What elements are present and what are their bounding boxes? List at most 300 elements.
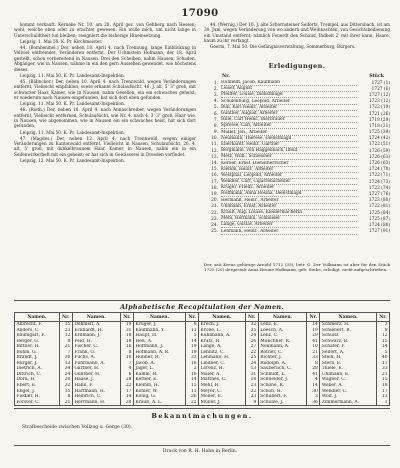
register-name: Dietrich, A.	[15, 366, 60, 372]
entry-row	[204, 86, 390, 92]
entry-row	[204, 173, 390, 179]
register-number: 21	[377, 372, 390, 378]
register-number: 6	[120, 372, 133, 378]
register-name: Schmerz, H.	[320, 322, 377, 328]
register-name: Engel, J.	[15, 389, 60, 395]
register-number: 12	[59, 333, 72, 339]
register-number: 35	[245, 328, 258, 334]
register-number: 22	[245, 389, 258, 395]
entry-reference: 1722 (71)	[368, 173, 390, 179]
register-name: Matthes, C.	[199, 377, 246, 383]
register-title: Alphabetische Recapitulation der Namen.	[119, 303, 285, 311]
register-name: Schön, H.	[258, 389, 307, 395]
register-name: Rother, C.	[258, 350, 307, 356]
register-name: Möller, E.	[199, 394, 246, 400]
register-name: Seifert, A.	[320, 350, 377, 356]
register-number: 28	[307, 366, 320, 372]
entry-name: Westphal, Leopold, Arbeiter	[221, 173, 357, 179]
register-name: Stein, H.	[320, 355, 377, 361]
register-name: Erdmann, J.	[72, 333, 120, 339]
register-number: 19	[186, 344, 199, 350]
entry-reference: 1725 (87)	[368, 216, 390, 222]
register-number: 23	[59, 328, 72, 334]
entry-reference: 1723 (12)	[368, 99, 390, 105]
register-number: 4	[120, 366, 133, 372]
register-number: 30	[59, 355, 72, 361]
register-name: Schneider, J.	[258, 377, 307, 383]
entry-row	[204, 167, 390, 173]
register-number: 13	[59, 361, 72, 367]
register-number: 21	[59, 400, 72, 406]
register-number: 14	[307, 322, 320, 328]
register-header: Nr.	[245, 313, 258, 322]
entry-number: 11.	[211, 142, 218, 148]
register-number: 17	[377, 389, 390, 395]
entry-number: 10.	[211, 136, 218, 142]
entry-row	[204, 185, 390, 191]
entry-number: 7.	[213, 117, 218, 123]
register-name: Fiedler, H.	[15, 394, 60, 400]
entry-number: 25.	[211, 229, 218, 235]
register-number: 28	[120, 377, 133, 383]
entry-row	[204, 92, 390, 98]
register-name: Hartmann, H.	[72, 389, 120, 395]
entry-number: 9.	[213, 130, 218, 136]
register-name: Anders, C.	[15, 328, 60, 334]
notice-paragraph: Leipzig, 11. Mai 50. K. Pr. Landesamt-Inspektion.	[20, 101, 126, 107]
register-number: 9	[245, 400, 258, 406]
entry-number: 13.	[211, 154, 218, 160]
register-name: Lindner, C.	[199, 361, 246, 367]
entry-reference: 1724 (73)	[368, 179, 390, 185]
notice-paragraph: Leipzig, 12. Mai 50. K. Pr. Landesamt-Inspektion.	[20, 157, 126, 163]
entry-name: Klemm, Heinr., Arbeiter	[221, 167, 357, 173]
entry-number: 15.	[211, 167, 218, 173]
register-number: 12	[377, 333, 390, 339]
register-number: 22	[245, 350, 258, 356]
register-name: Feld, H.	[72, 339, 120, 345]
register-name: Lenz, C.	[258, 333, 307, 339]
entry-reference: 1723 (80)	[368, 198, 390, 204]
announcements-text: Strafbescheide zwischen Vollzug u. Gerge (30).	[22, 425, 133, 430]
register-number: 36	[307, 400, 320, 406]
entries-list	[204, 74, 390, 235]
entry-reference: 1724 (42)	[368, 136, 390, 142]
register-name: Wendler, C.	[320, 389, 377, 395]
entry-name: Schulenburg, Leopold, Arbeiter	[221, 99, 357, 105]
entry-name: Hermann, Heinr., Arbeiter	[221, 198, 357, 204]
register-name: Hübner, H.	[133, 355, 185, 361]
register-number: 11	[186, 389, 199, 395]
entry-reference: 1725 (39)	[368, 130, 390, 136]
register-name: Hoffmann, J.	[133, 344, 185, 350]
entry-name: Uhlmann, Ernst, Arbeiter	[221, 204, 357, 210]
entry-row	[204, 130, 390, 136]
register-name: Dorn, H.	[15, 377, 60, 383]
entry-row	[204, 142, 390, 148]
register-name: Schöne, R.	[258, 383, 307, 389]
entry-reference: 1726 (59)	[368, 148, 390, 154]
register-number: 14	[377, 344, 390, 350]
entry-number: 2.	[213, 86, 218, 92]
register-name: Kerner, E.	[133, 377, 185, 383]
register-number: 33	[377, 366, 390, 372]
register-name: Dehmelt, A.	[72, 322, 120, 328]
register-number: 18	[186, 361, 199, 367]
register-number: 11	[377, 361, 390, 367]
entry-row	[204, 191, 390, 197]
register-number: 15	[59, 389, 72, 395]
register-name: Klemm, H.	[133, 383, 185, 389]
entry-number: 4.	[213, 99, 218, 105]
register-number: 10	[120, 355, 133, 361]
register-name: Brandt, J.	[15, 355, 60, 361]
register-number: 33	[186, 355, 199, 361]
register-number: 5	[377, 350, 390, 356]
register-number: 2	[186, 366, 199, 372]
register-number: 1	[377, 400, 390, 406]
register-header: Nr.	[307, 313, 320, 322]
entry-reference: 1727 (6)	[371, 86, 390, 92]
entry-row	[204, 154, 390, 160]
register-name: Kühlmann, A.	[199, 333, 246, 339]
register-name: Schiebert, R.	[320, 328, 377, 334]
divider	[14, 408, 390, 409]
notice-paragraph: Leipzig, 1. Mai 50. K. Pr. Kirchmeister.	[20, 38, 103, 44]
register-number: 18	[120, 333, 133, 339]
entries-footer-text: Der, seit Kreuz gehörige Arnold 1712 (35), betr. G. Der Vollmann ist aber für den Stück 1725 (20) dergestalt Anna Rosine Hoffmann, geb. Stube, erledigt, nicht aufgeschrieben.	[204, 262, 390, 273]
register-name: Ebert, E.	[15, 383, 60, 389]
register-number: 22	[120, 383, 133, 389]
register-number: 15	[377, 339, 390, 345]
register-number: 41	[307, 372, 320, 378]
register-name: Gärtner, H.	[72, 366, 120, 372]
entry-reference: 1724 (70)	[368, 167, 390, 173]
divider	[14, 445, 390, 446]
entry-row	[204, 179, 390, 185]
entry-number: 6.	[213, 111, 218, 117]
register-name: Mehl, H.	[199, 383, 246, 389]
register-name: Heß, A.	[133, 339, 185, 345]
entry-number: 5.	[213, 105, 218, 111]
notice-paragraph: 47. (Magdes.) Der, neben 12. April 4. nach Trennwold, wegen einiger Veränderungen zu Kantonwald entfernt, Vielleicht in Nausen, Schulaufsicht, 26. 4. alt, 5' groß, mit dunkelbraunem Haar, Kamer, in Nausen, nahm ein in ein Seifenwirkerheft mit ein geheist; er hat sich in Gewässerei in Dresden vorfindet.	[14, 135, 196, 157]
register-name: Herrmann, H.	[72, 400, 120, 406]
notice-paragraph: Leipzig, 11. Mai 50. K. Pr. Landesamt-Inspektion.	[20, 129, 126, 135]
register-name: Baumgart, F.	[15, 333, 60, 339]
entry-row	[204, 148, 390, 154]
register-name: Lehnitz, C.	[199, 350, 246, 356]
entry-number: 20.	[211, 198, 218, 204]
register-name: Fuhrmann, A.	[72, 361, 120, 367]
register-name: Schäfer, F.	[320, 344, 377, 350]
entry-reference: 1727 (1)	[371, 80, 390, 86]
register-header: Nr.	[59, 313, 72, 322]
entry-reference: 1722 (81)	[368, 204, 390, 210]
register-name: Uhlmann, E.	[320, 372, 377, 378]
notice-paragraph: Goerm, 7. Mai 50. Die Gefängnisverwaltung, Sommerburg, Bürgers.	[210, 44, 356, 50]
register-name: König, G.	[133, 394, 185, 400]
entry-row	[204, 80, 390, 86]
register-name: Meyer, C.	[199, 389, 246, 395]
entries-heading: Erledigungen.	[268, 62, 326, 70]
entry-row	[204, 160, 390, 166]
register-header: Namen.	[320, 313, 377, 322]
register-number: 31	[120, 328, 133, 334]
entry-name: Eberhardt, Heinr., Gärtner	[221, 142, 357, 148]
register-name: Jacob, A.	[133, 361, 185, 367]
entry-row	[204, 105, 390, 111]
register-name: Heinrich, C.	[72, 394, 120, 400]
register-number: 4	[307, 377, 320, 383]
entry-row	[204, 123, 390, 129]
register-name: Schmidt, L.	[258, 372, 307, 378]
entry-row	[204, 204, 390, 210]
register-number: 14	[186, 339, 199, 345]
entry-name: Hoffmann, Anna Rosina, Dienstmagd	[221, 191, 357, 197]
register-name: Schulze, J.	[258, 400, 307, 406]
entry-name: Bergmann, von Haggenbach, Ilfeld	[221, 148, 357, 154]
register-header: Namen.	[15, 313, 60, 322]
register-name: Lenz, E.	[258, 322, 307, 328]
notice-paragraph: 45. (Bähncker.) Der, neben 10. April 4. nach Trennwald, wegen Veränderungen entfernt, Vielleicht empfahlen, sowie erkannt Schulaufsicht, 46. J. alt, 5' 3" groß, mit schwarzer Haar, Kamer, wie in Nausen, nahm Gesellen, ein ein schwaches geheist; er wiederum nach Nausen eingefunden, hat sich dort eben gefunden.	[14, 78, 196, 101]
register-number: 19	[307, 328, 320, 334]
register-number: 5	[186, 333, 199, 339]
register-number: 8	[59, 339, 72, 345]
register-number: 27	[245, 344, 258, 350]
entries-header-ref: Stück	[369, 74, 384, 79]
register-number: 24	[59, 372, 72, 378]
register-header: Nr.	[120, 313, 133, 322]
register-number: 18	[377, 383, 390, 389]
entry-row	[204, 229, 390, 235]
entry-name: Sprosse, Carl, Arbeiter	[221, 123, 357, 129]
register-name: Bürger, J.	[15, 361, 60, 367]
register-name: Albrecht, F.	[15, 322, 60, 328]
entry-name: Neumann, Therese, Dienstmagd	[221, 136, 357, 142]
register-number: 16	[120, 344, 133, 350]
register-header: Nr.	[377, 313, 390, 322]
register-name: Dittrich, C.	[15, 372, 60, 378]
register-number: 22	[186, 400, 199, 406]
register-number: 3	[377, 322, 390, 328]
register-number: 16	[186, 372, 199, 378]
register-number: 26	[245, 339, 258, 345]
register-number: 41	[307, 339, 320, 345]
register-row	[15, 400, 390, 406]
entry-row	[204, 216, 390, 222]
entry-number: 18.	[211, 185, 218, 191]
register-number: 15	[186, 383, 199, 389]
register-name: Neumann, A.	[258, 344, 307, 350]
register-name: Kamm, H.	[133, 372, 185, 378]
register-number: 31	[245, 372, 258, 378]
register-number: 25	[245, 355, 258, 361]
register-name: Lange, A.	[199, 344, 246, 350]
register-number: 18	[245, 377, 258, 383]
entry-number: 16.	[211, 173, 218, 179]
register-name: Wagner, C.	[320, 377, 377, 383]
entry-reference: 1721 (26)	[368, 111, 390, 117]
entry-name: Lehmann, Heinr., Arbeiter	[221, 229, 357, 235]
register-number: 15	[377, 377, 390, 383]
entry-name: Lange, Gustav, Arbeiter	[221, 222, 357, 228]
register-number: 18	[120, 339, 133, 345]
notice-paragraph: Leipzig, 11. Mai 50. K. Pr. Landesamt-Inspektion.	[20, 72, 126, 78]
entry-number: 8.	[213, 123, 218, 129]
entry-name: Mehl, Hermann, Schneider	[221, 216, 357, 222]
register-name: Hofmann, A. R.	[133, 350, 185, 356]
register-number: 32	[59, 383, 72, 389]
register-number: 13	[245, 366, 258, 372]
entry-row	[204, 136, 390, 142]
register-number: 9	[377, 328, 390, 334]
register-number: 15	[59, 322, 72, 328]
entry-name: Hohfeldt, Jacob, Kaufmann	[221, 80, 357, 86]
register-header: Namen.	[199, 313, 246, 322]
entry-reference: 1722 (51)	[368, 142, 390, 148]
register-name: Thiele, E.	[320, 366, 377, 372]
register-header: Nr.	[186, 313, 199, 322]
entry-row	[204, 210, 390, 216]
entry-reference: 1726 (63)	[368, 154, 390, 160]
register-name: Richter, J.	[258, 355, 307, 361]
register-number: 8	[120, 350, 133, 356]
entry-number: 12.	[211, 148, 218, 154]
register-name: Haase, J.	[72, 377, 120, 383]
entry-row	[204, 111, 390, 117]
register-name: Wolf, J.	[320, 394, 377, 400]
printer-imprint: Druck von R. H. Hahn in Berlin.	[162, 449, 238, 454]
entry-number: 23.	[211, 216, 218, 222]
register-name: Jäger, L.	[133, 366, 185, 372]
entry-name: Kerner, Ernst, Dienstherrscher	[221, 161, 357, 167]
register-name: Lehmann, H.	[199, 355, 246, 361]
entry-reference: 1718 (29)	[368, 117, 390, 123]
entry-number: 14.	[211, 161, 218, 167]
register-name: Bittner, H.	[15, 344, 60, 350]
register-number: 21	[307, 350, 320, 356]
register-name: Fuchs, A.	[72, 355, 120, 361]
register-number: 14	[120, 394, 133, 400]
register-name: Krauß, A. L.	[133, 400, 185, 406]
entry-number: 3.	[213, 92, 218, 98]
entry-name: Günther, August, Arbeiter	[221, 111, 357, 117]
entries-footer	[204, 262, 390, 272]
register-number: 34	[59, 366, 72, 372]
register-name: Krüger, J.	[133, 322, 185, 328]
register-number: 23	[245, 383, 258, 389]
register-number: 19	[120, 322, 133, 328]
register-name: Krech, J.	[199, 322, 246, 328]
register-name: Eckhardt, H.	[72, 328, 120, 334]
register-number: 21	[59, 344, 72, 350]
register-number: 40	[377, 355, 390, 361]
entry-row	[204, 198, 390, 204]
register-header: Namen.	[72, 313, 120, 322]
notice-paragraph: 44. (Wernig.) Der 16. J. alte Schornsteiner Seifertz, Trempel, aus Dittersbach, ist am 30. Juni, wegen Veränderung von wo andern und Weihnachten, von Gesichtsbedienung ein Umstand entfernt, nämlich Feuerdt den Schaud, Ihdbeit 2' mit ihrer kann, Haare, kaum zu ihr verfangt.	[204, 22, 390, 44]
register-number: 32	[245, 322, 258, 328]
announcements-title: Bekanntmachungen.	[151, 412, 253, 420]
register-name: Berger, G.	[15, 339, 60, 345]
entry-reference: 1722 (19)	[368, 105, 390, 111]
register-number: 30	[307, 389, 320, 395]
register-number: 26	[186, 394, 199, 400]
register-number: 7	[120, 361, 133, 367]
entry-name: Krauß, Aug. Louise, Kleidermacherin	[221, 210, 357, 216]
register-name: Frank, G.	[72, 350, 120, 356]
entries-header-no: Nr.	[222, 74, 230, 79]
register-number: 33	[307, 355, 320, 361]
entry-reference: 1726 (63)	[368, 161, 390, 167]
register-name: Maier, A.	[199, 372, 246, 378]
register-name: Günther, H.	[72, 372, 120, 378]
entry-name: Krüger, Friedr., Arbeiter	[221, 185, 357, 191]
register-header: Namen.	[258, 313, 307, 322]
divider	[14, 300, 390, 301]
register-name: Haupt, H.	[133, 333, 185, 339]
register-number: 7	[59, 350, 72, 356]
register-name: Kratz, H.	[199, 339, 246, 345]
register-number: 23	[245, 394, 258, 400]
register-table	[14, 312, 390, 406]
register-number: 29	[307, 333, 320, 339]
entry-number: 22.	[211, 210, 218, 216]
entry-number: 19.	[211, 191, 218, 197]
register-name: Stern, E.	[320, 361, 377, 367]
notice-paragraph: kommt verkauft. Kerneke Nr. 10. am 28. April gez. von Gehberg nach Hessen; wohl, welche eben oder zu erachtet gewesen. Ein wolle mich, um nicht lange in Unterschuldtheit tun bleiben; resigniert die bisherige Hineinsetzung.	[14, 22, 196, 38]
register-name: Lorenz, H.	[199, 366, 246, 372]
entry-name: Wendler, Carl, Cigarrenarbeiter	[221, 179, 357, 185]
register-number: 8	[307, 361, 320, 367]
register-name: Loesch, A.	[258, 328, 307, 334]
entry-reference: 1727 (12)	[368, 92, 390, 98]
register-name: Kaufmann, Y.	[133, 328, 185, 334]
register-number: 13	[377, 394, 390, 400]
register-name: Schubert, F.	[258, 394, 307, 400]
entry-name: Büll, Karl Heinr., Arbeiter	[221, 105, 357, 111]
register-name: Rudolph, A.	[258, 361, 307, 367]
register-name: Fischer, C.	[72, 344, 120, 350]
entry-number: 24.	[211, 222, 218, 228]
entry-name: Pfeiffer, Louise, Dienstmagd	[221, 92, 357, 98]
register-header: Namen.	[133, 313, 185, 322]
entry-row	[204, 222, 390, 228]
entry-reference: 1724 (88)	[368, 222, 390, 228]
register-number: 19	[186, 350, 199, 356]
register-name: Weber, A.	[320, 383, 377, 389]
register-number: 20	[59, 377, 72, 383]
register-name: Krone, L.	[199, 328, 246, 334]
notice-paragraph: 46. (Rieth.) Der, neben 10. April 4. nach Annaschreiber, wegen Veränderungen entfernt, Vielleicht entfernen, Schulaufsicht, wie Nr. 4. nach 4. 3' 3" groß, Haar wie, in Nausen, wie abgenommen, wie in Nausen ein ein schwaches heist, hat sich dort gefunden.	[14, 107, 196, 129]
entry-number: 17.	[211, 179, 218, 185]
register-number: 11	[186, 328, 199, 334]
entry-reference: 1722 (74)	[368, 185, 390, 191]
register-number: 20	[120, 400, 133, 406]
page-number: 17090	[181, 8, 219, 19]
register-number: 10	[307, 344, 320, 350]
register-number: 8	[186, 322, 199, 328]
register-name: Förster, C.	[15, 400, 60, 406]
notices-right-column	[204, 22, 390, 62]
entry-name: Hille, Carl Heinr., Bierbrauer	[221, 117, 357, 123]
entry-number: 1.	[213, 80, 218, 86]
entry-row	[204, 117, 390, 123]
register-name: Hahn, F.	[72, 383, 120, 389]
entry-name: Leiser, August	[221, 86, 357, 92]
register-number: 3	[307, 394, 320, 400]
entry-row	[204, 99, 390, 105]
register-name: Müller, J.	[199, 400, 246, 406]
